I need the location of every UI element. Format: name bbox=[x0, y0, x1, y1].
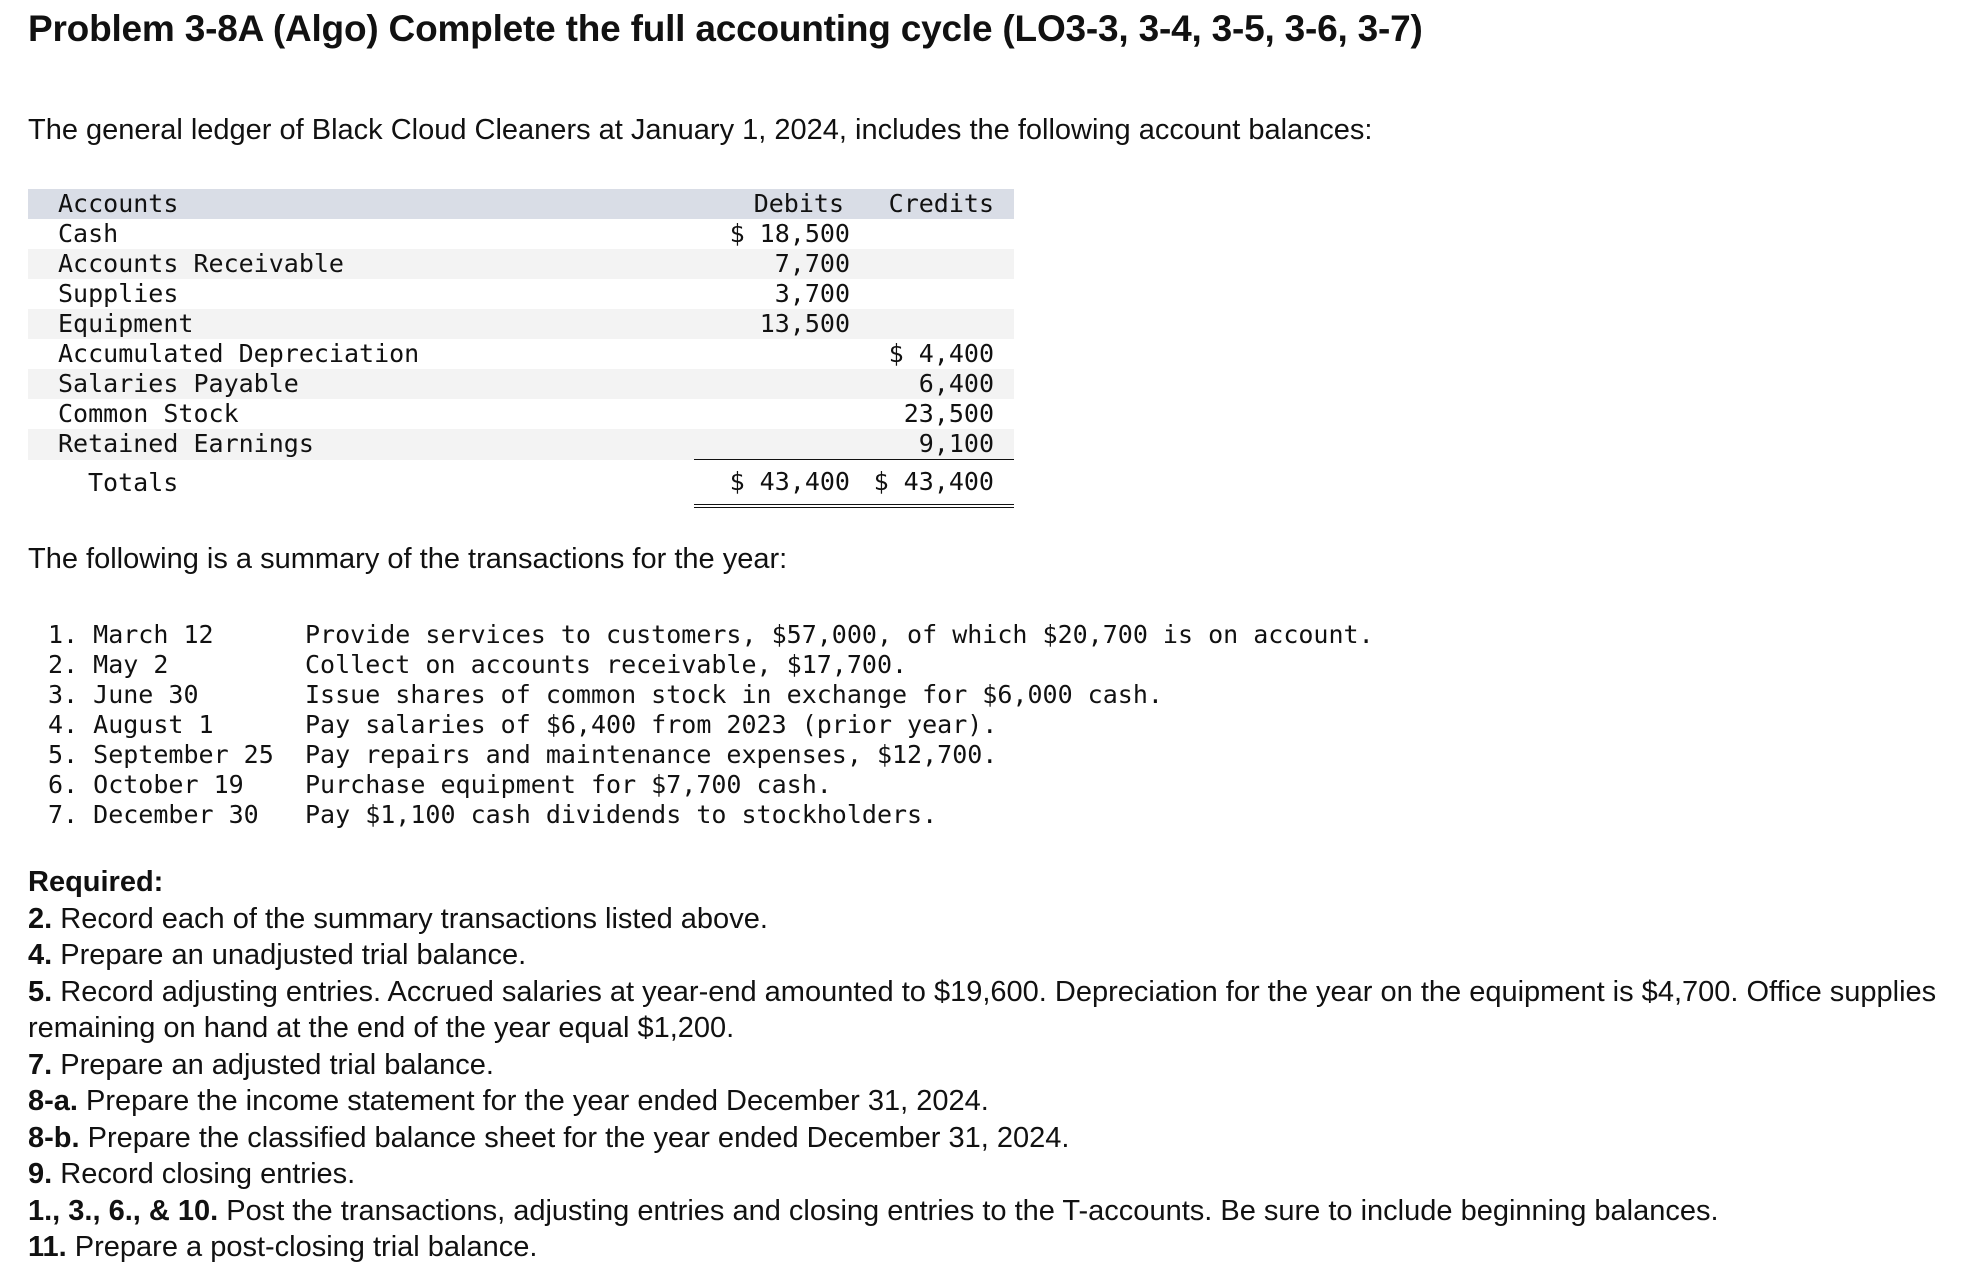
required-item-text: Record closing entries. bbox=[60, 1158, 356, 1190]
account-name: Accounts Receivable bbox=[58, 249, 344, 278]
transaction-description: Purchase equipment for $7,700 cash. bbox=[305, 770, 832, 799]
debit-amount: 3,700 bbox=[774, 279, 850, 308]
account-name: Accumulated Depreciation bbox=[58, 339, 420, 368]
required-item-text: Prepare an unadjusted trial balance. bbox=[60, 939, 527, 971]
credit-amount: 23,500 bbox=[903, 399, 994, 428]
required-item bbox=[28, 1120, 1958, 1157]
header-credits: Credits bbox=[888, 189, 994, 218]
credit-amount: 9,100 bbox=[860, 429, 1014, 460]
transaction-description: Collect on accounts receivable, $17,700. bbox=[305, 650, 908, 679]
required-item bbox=[28, 1047, 1958, 1084]
required-item bbox=[28, 937, 1958, 974]
debit-amount bbox=[694, 369, 860, 399]
required-item bbox=[28, 974, 1958, 1047]
account-name: Supplies bbox=[58, 279, 179, 308]
account-name: Cash bbox=[58, 219, 119, 248]
required-item-number: 2. bbox=[28, 902, 53, 935]
transaction-description: Pay salaries of $6,400 from 2023 (prior year). bbox=[305, 710, 998, 739]
transaction-description: Pay repairs and maintenance expenses, $12,700. bbox=[305, 740, 998, 769]
credit-amount bbox=[860, 249, 1014, 279]
required-item-number: 1., 3., 6., & 10. bbox=[28, 1194, 219, 1227]
required-item-number: 11. bbox=[28, 1231, 67, 1263]
required-item-number: 9. bbox=[28, 1158, 53, 1190]
transaction-date: 4. August 1 bbox=[48, 710, 214, 739]
required-item bbox=[28, 1193, 1958, 1230]
account-name: Retained Earnings bbox=[58, 429, 314, 459]
transaction-description: Issue shares of common stock in exchange for $6,000 cash. bbox=[305, 680, 1163, 709]
required-item-text: Post the transactions, adjusting entries and closing entries to the T-accounts. Be sure to include beginning balances. bbox=[226, 1194, 1719, 1227]
ledger-row bbox=[28, 219, 1014, 249]
transaction-description: Provide services to customers, $57,000, of which $20,700 is on account. bbox=[305, 620, 1374, 649]
credit-amount bbox=[860, 279, 1014, 309]
debit-amount: $ 18,500 bbox=[729, 219, 850, 248]
credit-amount: $ 4,400 bbox=[888, 339, 994, 368]
account-name: Salaries Payable bbox=[58, 369, 299, 398]
transactions-list bbox=[48, 620, 1374, 830]
ledger-row bbox=[28, 399, 1014, 429]
required-item bbox=[28, 1083, 1958, 1120]
required-item-text: Prepare the income statement for the year ended December 31, 2024. bbox=[86, 1085, 989, 1117]
transaction-item bbox=[48, 770, 1374, 800]
transaction-item bbox=[48, 650, 1374, 680]
debit-amount bbox=[694, 429, 860, 460]
ledger-row bbox=[28, 369, 1014, 399]
transaction-date: 1. March 12 bbox=[48, 620, 214, 649]
required-item-number: 8-a. bbox=[28, 1085, 78, 1117]
transaction-date: 2. May 2 bbox=[48, 650, 169, 679]
problem-title: Problem 3-8A (Algo) Complete the full accounting cycle (LO3-3, 3-4, 3-5, 3-6, 3-7) bbox=[28, 8, 1423, 49]
required-item-text: Prepare the classified balance sheet for the year ended December 31, 2024. bbox=[87, 1121, 1070, 1154]
debit-amount: 13,500 bbox=[759, 309, 850, 338]
transaction-item bbox=[48, 620, 1374, 650]
required-heading: Required: bbox=[28, 866, 164, 898]
ledger-row bbox=[28, 279, 1014, 309]
required-item-number: 7. bbox=[28, 1048, 53, 1081]
transaction-date: 3. June 30 bbox=[48, 680, 199, 709]
header-accounts: Accounts bbox=[58, 189, 179, 218]
ledger-row bbox=[28, 309, 1014, 339]
required-item bbox=[28, 901, 1958, 938]
total-debits: $ 43,400 bbox=[694, 460, 860, 507]
required-section bbox=[28, 864, 1958, 1266]
required-item-text: Prepare a post-closing trial balance. bbox=[74, 1231, 538, 1263]
required-item-number: 8-b. bbox=[28, 1121, 80, 1154]
required-item-number: 5. bbox=[28, 975, 53, 1008]
transaction-description: Pay $1,100 cash dividends to stockholders. bbox=[305, 800, 938, 829]
transaction-date: 5. September 25 bbox=[48, 740, 274, 769]
account-name: Common Stock bbox=[58, 399, 239, 428]
credit-amount bbox=[860, 219, 1014, 249]
totals-label: Totals bbox=[88, 467, 179, 497]
credit-amount bbox=[860, 309, 1014, 339]
required-item-number: 4. bbox=[28, 939, 53, 971]
transaction-item bbox=[48, 800, 1374, 830]
required-item-text: Record each of the summary transactions listed above. bbox=[60, 902, 768, 935]
required-item-text: Record adjusting entries. Accrued salaries at year-end amounted to $19,600. Depreciation for the year on the equipment is $4,700. Office supplies remaining on hand at the end of the year equal $1,200. bbox=[28, 975, 1937, 1044]
ledger-row bbox=[28, 249, 1014, 279]
transaction-item bbox=[48, 710, 1374, 740]
account-name: Equipment bbox=[58, 309, 194, 338]
ledger-row bbox=[28, 339, 1014, 369]
debit-amount bbox=[694, 339, 860, 369]
required-item bbox=[28, 1229, 1958, 1266]
intro-text: The general ledger of Black Cloud Cleaners at January 1, 2024, includes the following account balances: bbox=[28, 114, 1373, 146]
transaction-item bbox=[48, 680, 1374, 710]
ledger-balances-table bbox=[28, 189, 1014, 508]
required-item-text: Prepare an adjusted trial balance. bbox=[60, 1048, 494, 1081]
transaction-date: 6. October 19 bbox=[48, 770, 244, 799]
transaction-date: 7. December 30 bbox=[48, 800, 259, 829]
required-item bbox=[28, 1156, 1958, 1193]
debit-amount bbox=[694, 399, 860, 429]
total-credits: $ 43,400 bbox=[860, 460, 1014, 507]
ledger-row bbox=[28, 429, 1014, 460]
summary-intro-text: The following is a summary of the transactions for the year: bbox=[28, 543, 788, 575]
header-debits: Debits bbox=[753, 189, 844, 218]
ledger-totals-row bbox=[28, 460, 1014, 507]
debit-amount: 7,700 bbox=[774, 249, 850, 278]
credit-amount: 6,400 bbox=[918, 369, 994, 398]
ledger-header-row bbox=[28, 189, 1014, 219]
transaction-item bbox=[48, 740, 1374, 770]
